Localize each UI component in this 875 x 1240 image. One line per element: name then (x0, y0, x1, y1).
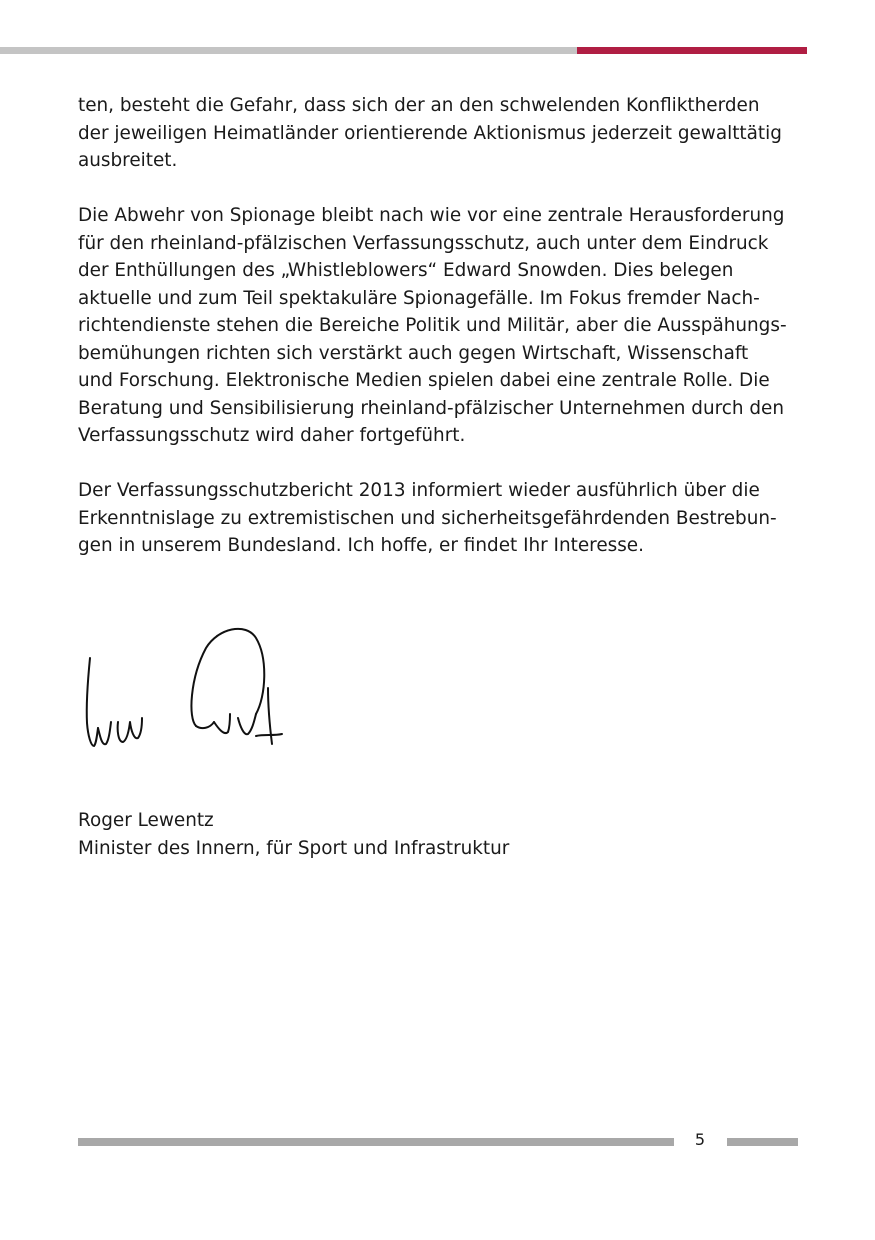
body-text (78, 92, 813, 587)
text-line: Beratung und Sensibilisierung rheinland-pfälzischer Unternehmen durch den (78, 397, 785, 419)
text-line: ausbreitet. (78, 150, 178, 171)
signature-icon (78, 618, 293, 763)
text-line: Die Abwehr von Spionage bleibt nach wie vor eine zentrale Herausforderung (78, 205, 785, 226)
text-line: gen in unserem Bundesland. Ich hoffe, er findet Ihr Interesse. (78, 535, 644, 556)
paragraph-1 (78, 92, 813, 175)
text-line: und Forschung. Elektronische Medien spielen dabei eine zentrale Rolle. Die (78, 370, 770, 391)
page-number: 5 (694, 1130, 706, 1149)
text-line: für den rheinland-pfälzischen Verfassungsschutz, auch unter dem Eindruck (78, 232, 769, 254)
author-title: Minister des Innern, für Sport und Infrastruktur (78, 837, 510, 859)
text-line: der jeweiligen Heimatländer orientierende Aktionismus jederzeit gewalttätig (78, 122, 782, 144)
signatory (78, 807, 509, 862)
header-rule-gray (0, 47, 577, 54)
paragraph-2 (78, 202, 813, 450)
text-line: der Enthüllungen des „Whistleblowers“ Edward Snowden. Dies belegen (78, 260, 734, 281)
text-line: aktuelle und zum Teil spektakuläre Spionagefälle. Im Fokus fremder Nach- (78, 287, 760, 309)
header-rule-accent (577, 47, 807, 54)
text-line: richtendienste stehen die Bereiche Politik und Militär, aber die Ausspähungs- (78, 315, 787, 336)
paragraph-3 (78, 477, 813, 560)
footer-rule-right (727, 1138, 798, 1146)
text-line: bemühungen richten sich verstärkt auch gegen Wirtschaft, Wissenschaft (78, 342, 749, 364)
author-name: Roger Lewentz (78, 810, 214, 831)
text-line: ten, besteht die Gefahr, dass sich der an den schwelenden Konfliktherden (78, 95, 760, 116)
text-line: Erkenntnislage zu extremistischen und sicherheitsgefährdenden Bestrebun- (78, 507, 777, 529)
text-line: Verfassungsschutz wird daher fortgeführt. (78, 425, 466, 446)
footer-rule-left (78, 1138, 674, 1146)
text-line: Der Verfassungsschutzbericht 2013 informiert wieder ausführlich über die (78, 480, 760, 501)
